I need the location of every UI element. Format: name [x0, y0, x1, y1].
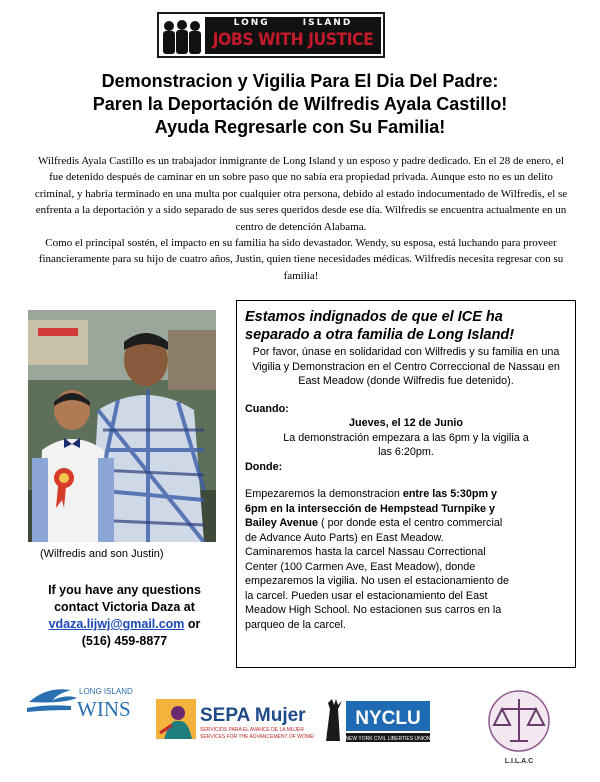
lilac-label: L.I.L.A.C — [504, 758, 534, 765]
event-title: Estamos indignados de que el ICE ha separado a otra familia de Long Island! — [245, 309, 515, 343]
intro-text — [33, 153, 569, 284]
headline-line-2: Paren la Deportación de Wilfredis Ayala Castillo! — [92, 94, 508, 114]
sepa-mujer-logo — [156, 699, 314, 743]
family-photo — [28, 310, 216, 542]
sepa-title: SEPA Mujer — [200, 705, 306, 726]
headline — [40, 70, 560, 139]
intro-paragraph-2: Como el principal sostén, el impacto en su familia ha sido devastador. Wendy, su esposa, está luchando para proveer financieramente para su hijo de cuatro años, Justin, quien tiene necesidades médicas. Wilfredis necesita regresar con su familia! — [38, 237, 564, 282]
logo-banner — [205, 17, 381, 54]
contact-line-1: If you have any questions — [48, 583, 201, 597]
when-label: Cuando: — [245, 402, 289, 415]
jobs-with-justice-logo — [157, 12, 385, 58]
sepa-sub-2: SERVICES FOR THE ADVANCEMENT OF WOMEN — [200, 734, 314, 740]
event-times: La demonstración empezara a las 6pm y la vigilia a las 6:20pm. — [283, 431, 529, 458]
photo-caption: (Wilfredis and son Justin) — [40, 548, 164, 560]
contact-phone: (516) 459-8877 — [81, 634, 168, 648]
lilac-logo — [480, 685, 558, 767]
event-intro: Por favor, únase en solidaridad con Wilfredis y su familia en una Vigilia y Demonstracion en el Centro Correccional de Nassau en East Meadow (donde Wilfredis fue detenido). — [252, 346, 560, 387]
woman-figure-icon — [171, 706, 185, 720]
contact-email-link[interactable]: vdaza.lijwj@gmail.com — [48, 617, 185, 631]
nyclu-title: NYCLU — [355, 708, 421, 729]
statue-of-liberty-icon — [326, 699, 342, 741]
logo-main-line: JOBS WITH JUSTICE — [212, 30, 374, 50]
event-date: Jueves, el 12 de Junio — [348, 417, 464, 429]
sepa-sub-1: SERVICIOS PARA EL AVANCE DE LA MUJER — [200, 727, 304, 733]
headline-line-3: Ayuda Regresarle con Su Familia! — [154, 117, 446, 137]
intro-paragraph-1: Wilfredis Ayala Castillo es un trabajador inmigrante de Long Island y un esposo y padre dedicado. En el 28 de enero, el fue detenido después de caminar en un sobre paso que no sabía era propiedad privada. Aunque esto no es un delito criminal, y habría terminado en una multa por cualquier otra persona, debido al estado indocumentado de Wilfredis, el se enfrenta a la deportación y a sido separado de sus seres queridos desde ese día. Wilfredis se encuentra actualmente en un centro de detención Alabama. — [34, 155, 568, 233]
wins-line-1: LONG ISLAND — [79, 687, 133, 696]
contact-info — [22, 582, 227, 650]
people-silhouette-icon — [161, 16, 205, 54]
wins-line-2: WINS — [77, 697, 131, 720]
wing-icon — [29, 689, 77, 702]
logo-top-line: LONG ISLAND — [233, 18, 353, 28]
nyclu-logo — [320, 697, 430, 745]
nyclu-sub: NEW YORK CIVIL LIBERTIES UNION — [345, 736, 430, 742]
where-label: Donde: — [245, 460, 283, 473]
contact-line-3: vdaza.lijwj@gmail.com or — [48, 617, 201, 631]
headline-line-1: Demonstracion y Vigilia Para El Dia Del Padre: — [101, 71, 499, 91]
contact-line-2: contact Victoria Daza at — [54, 600, 195, 614]
long-island-wins-logo — [27, 680, 142, 720]
event-details-box — [236, 300, 576, 668]
event-location: Empezaremos la demonstracion entre las 5:30pm y 6pm en la intersección de Hempstead Turnpike y Bailey Avenue ( por donde esta el centro commercial de Advance Auto Parts) en East Meadow. Caminaremos hasta la carcel Nassau Correctional Center (100 Carmen Ave, East Meadow), donde empezaremos la vigilia. No usen el estacionamiento de la carcel. Pueden usar el estacionamiento del East Meadow High School. No estacionen sus carros en la parqueo de la carcel. — [245, 488, 510, 631]
